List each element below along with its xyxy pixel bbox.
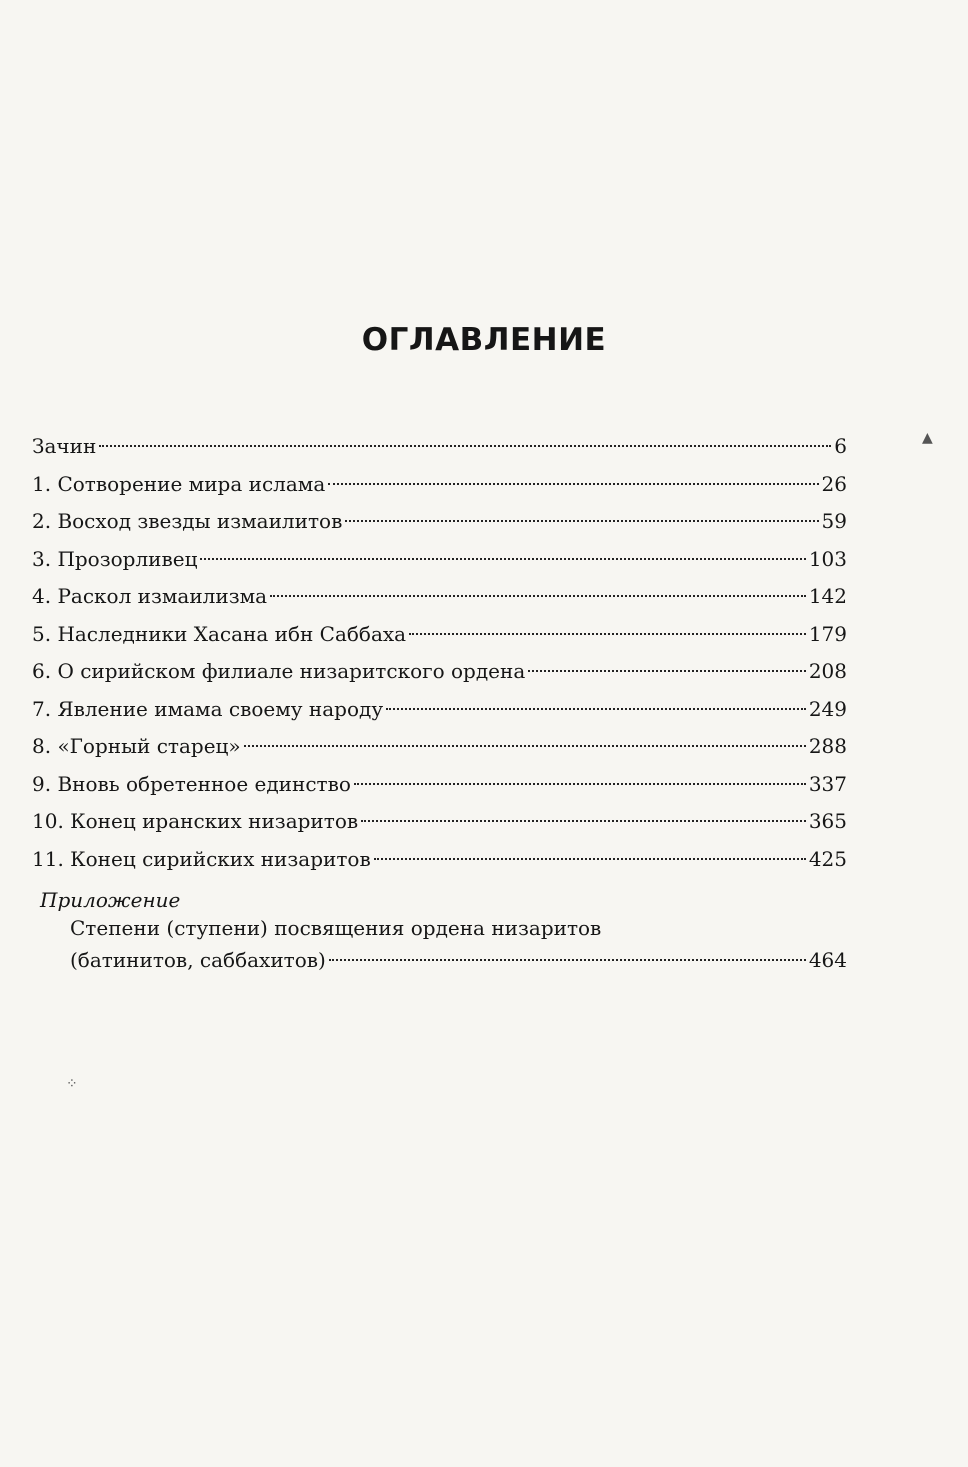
toc-entry <box>32 766 847 804</box>
toc-entry <box>32 578 847 616</box>
toc-entry-label: Зачин <box>32 434 97 458</box>
toc-entry <box>32 803 847 841</box>
toc-entry-page: 208 <box>808 659 847 683</box>
toc-entry-page: 6 <box>834 434 847 458</box>
dot-leader <box>270 595 806 597</box>
toc-entry-label: 3. Прозорливец <box>32 546 198 571</box>
dot-leader <box>374 858 806 860</box>
dot-leader <box>361 820 806 822</box>
dot-leader <box>409 633 806 635</box>
ink-speck: ▲ <box>922 430 933 446</box>
toc-entry-label: 1. Сотворение мира ислама <box>32 471 326 496</box>
toc-entry <box>32 541 847 579</box>
table-of-contents <box>32 428 847 878</box>
toc-entry-page: 103 <box>808 546 847 571</box>
toc-entry <box>32 503 847 541</box>
appendix-entry-label: (батинитов, саббахитов) <box>70 948 326 972</box>
toc-entry-page: 425 <box>808 846 847 871</box>
toc-entry-label: 4. Раскол измаилизма <box>32 584 268 608</box>
toc-entry-page: 249 <box>808 696 847 721</box>
toc-entry-label: 6. О сирийском филиале низаритского ордена <box>32 659 526 683</box>
toc-entry-label: 8. «Горный старец» <box>32 734 241 758</box>
dot-leader <box>244 745 806 747</box>
toc-entry-label: 7. Явление имама своему народу <box>32 696 384 721</box>
toc-entry-page: 337 <box>808 771 847 796</box>
toc-entry <box>32 616 847 654</box>
dot-leader <box>329 959 806 961</box>
page-title: ОГЛАВЛЕНИЕ <box>361 322 607 358</box>
toc-entry-page: 59 <box>821 509 847 533</box>
dot-leader <box>345 520 818 522</box>
toc-entry <box>32 841 847 879</box>
dot-leader <box>354 783 806 785</box>
toc-entry-label: 2. Восход звезды измаилитов <box>32 509 343 533</box>
toc-entry-page: 142 <box>808 584 847 608</box>
toc-entry <box>32 466 847 504</box>
dot-leader <box>528 670 806 672</box>
dot-leader <box>200 558 805 560</box>
appendix-heading: Приложение <box>40 888 181 912</box>
toc-entry <box>32 728 847 766</box>
toc-entry-label: 10. Конец иранских низаритов <box>32 809 359 833</box>
appendix-toc-entry <box>70 912 847 976</box>
toc-entry <box>32 653 847 691</box>
toc-entry-page: 365 <box>808 809 847 833</box>
toc-entry-page: 26 <box>821 471 847 496</box>
dot-leader <box>328 483 818 485</box>
toc-entry <box>32 428 847 466</box>
ink-speck: ⁘ <box>66 1076 78 1092</box>
appendix-entry-line2 <box>70 944 847 976</box>
dot-leader <box>386 708 806 710</box>
toc-entry-page: 179 <box>808 621 847 646</box>
toc-entry-label: 5. Наследники Хасана ибн Саббаха <box>32 621 407 646</box>
dot-leader <box>99 445 831 447</box>
toc-entry-label: 11. Конец сирийских низаритов <box>32 846 371 871</box>
appendix-entry-page: 464 <box>808 948 847 972</box>
appendix-entry-line1: Степени (ступени) посвящения ордена низаритов <box>70 916 602 940</box>
toc-entry-label: 9. Вновь обретенное единство <box>32 771 351 796</box>
toc-entry-page: 288 <box>808 734 847 758</box>
toc-entry <box>32 691 847 729</box>
